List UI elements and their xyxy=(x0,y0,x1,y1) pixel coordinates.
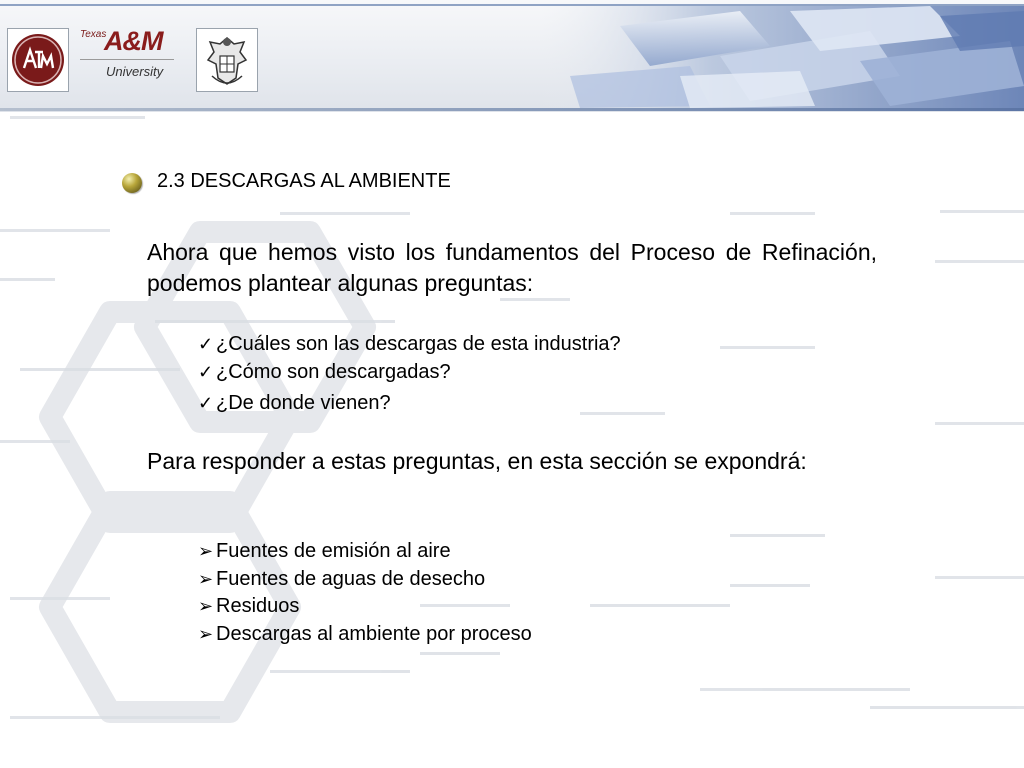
header-banner xyxy=(0,0,1024,112)
background-watermark xyxy=(0,112,1024,768)
checkmark-icon: ✓ xyxy=(198,392,214,413)
arrow-bullet-icon: ➢ xyxy=(198,623,214,644)
list-item xyxy=(198,330,621,358)
topic-text: Descargas al ambiente por proceso xyxy=(216,622,532,645)
question-text: ¿Cuáles son las descargas de esta industria? xyxy=(216,332,621,355)
checkmark-icon: ✓ xyxy=(198,361,214,382)
texas-am-wordmark xyxy=(76,26,176,86)
intro-paragraph: Ahora que hemos visto los fundamentos del Proceso de Refinación, podemos plantear algunas preguntas: xyxy=(147,239,877,296)
list-item xyxy=(198,538,532,566)
eagle-seal-logo xyxy=(196,28,258,92)
answer-intro-paragraph: Para responder a estas preguntas, en esta sección se expondrá: xyxy=(147,448,807,474)
arrow-bullet-icon: ➢ xyxy=(198,568,214,589)
arrow-bullet-icon: ➢ xyxy=(198,541,214,562)
eagle-seal-icon xyxy=(200,32,254,88)
list-item xyxy=(198,621,532,649)
logo-university-text: University xyxy=(106,64,164,79)
logo-rule xyxy=(80,59,174,60)
topic-text: Fuentes de aguas de desecho xyxy=(216,567,486,590)
logo-texas-text: Texas xyxy=(80,29,107,40)
list-item xyxy=(198,593,532,621)
sphere-bullet-icon xyxy=(122,173,142,193)
list-item xyxy=(198,389,621,417)
question-text: ¿De donde vienen? xyxy=(216,391,391,414)
list-item xyxy=(198,358,621,386)
atm-logo xyxy=(7,28,69,92)
questions-list xyxy=(198,330,621,417)
header-bottom-line xyxy=(0,108,1024,111)
list-item xyxy=(198,566,532,594)
question-text: ¿Cómo son descargadas? xyxy=(216,360,451,383)
arrow-bullet-icon: ➢ xyxy=(198,596,214,617)
logo-am-text: A&M xyxy=(104,26,163,56)
topic-text: Fuentes de emisión al aire xyxy=(216,540,451,563)
section-title: 2.3 DESCARGAS AL AMBIENTE xyxy=(157,170,451,192)
checkmark-icon: ✓ xyxy=(198,333,214,354)
topics-list xyxy=(198,538,532,648)
atm-logo-icon xyxy=(10,32,66,88)
topic-text: Residuos xyxy=(216,595,300,618)
header-decorative-art xyxy=(540,6,1024,108)
